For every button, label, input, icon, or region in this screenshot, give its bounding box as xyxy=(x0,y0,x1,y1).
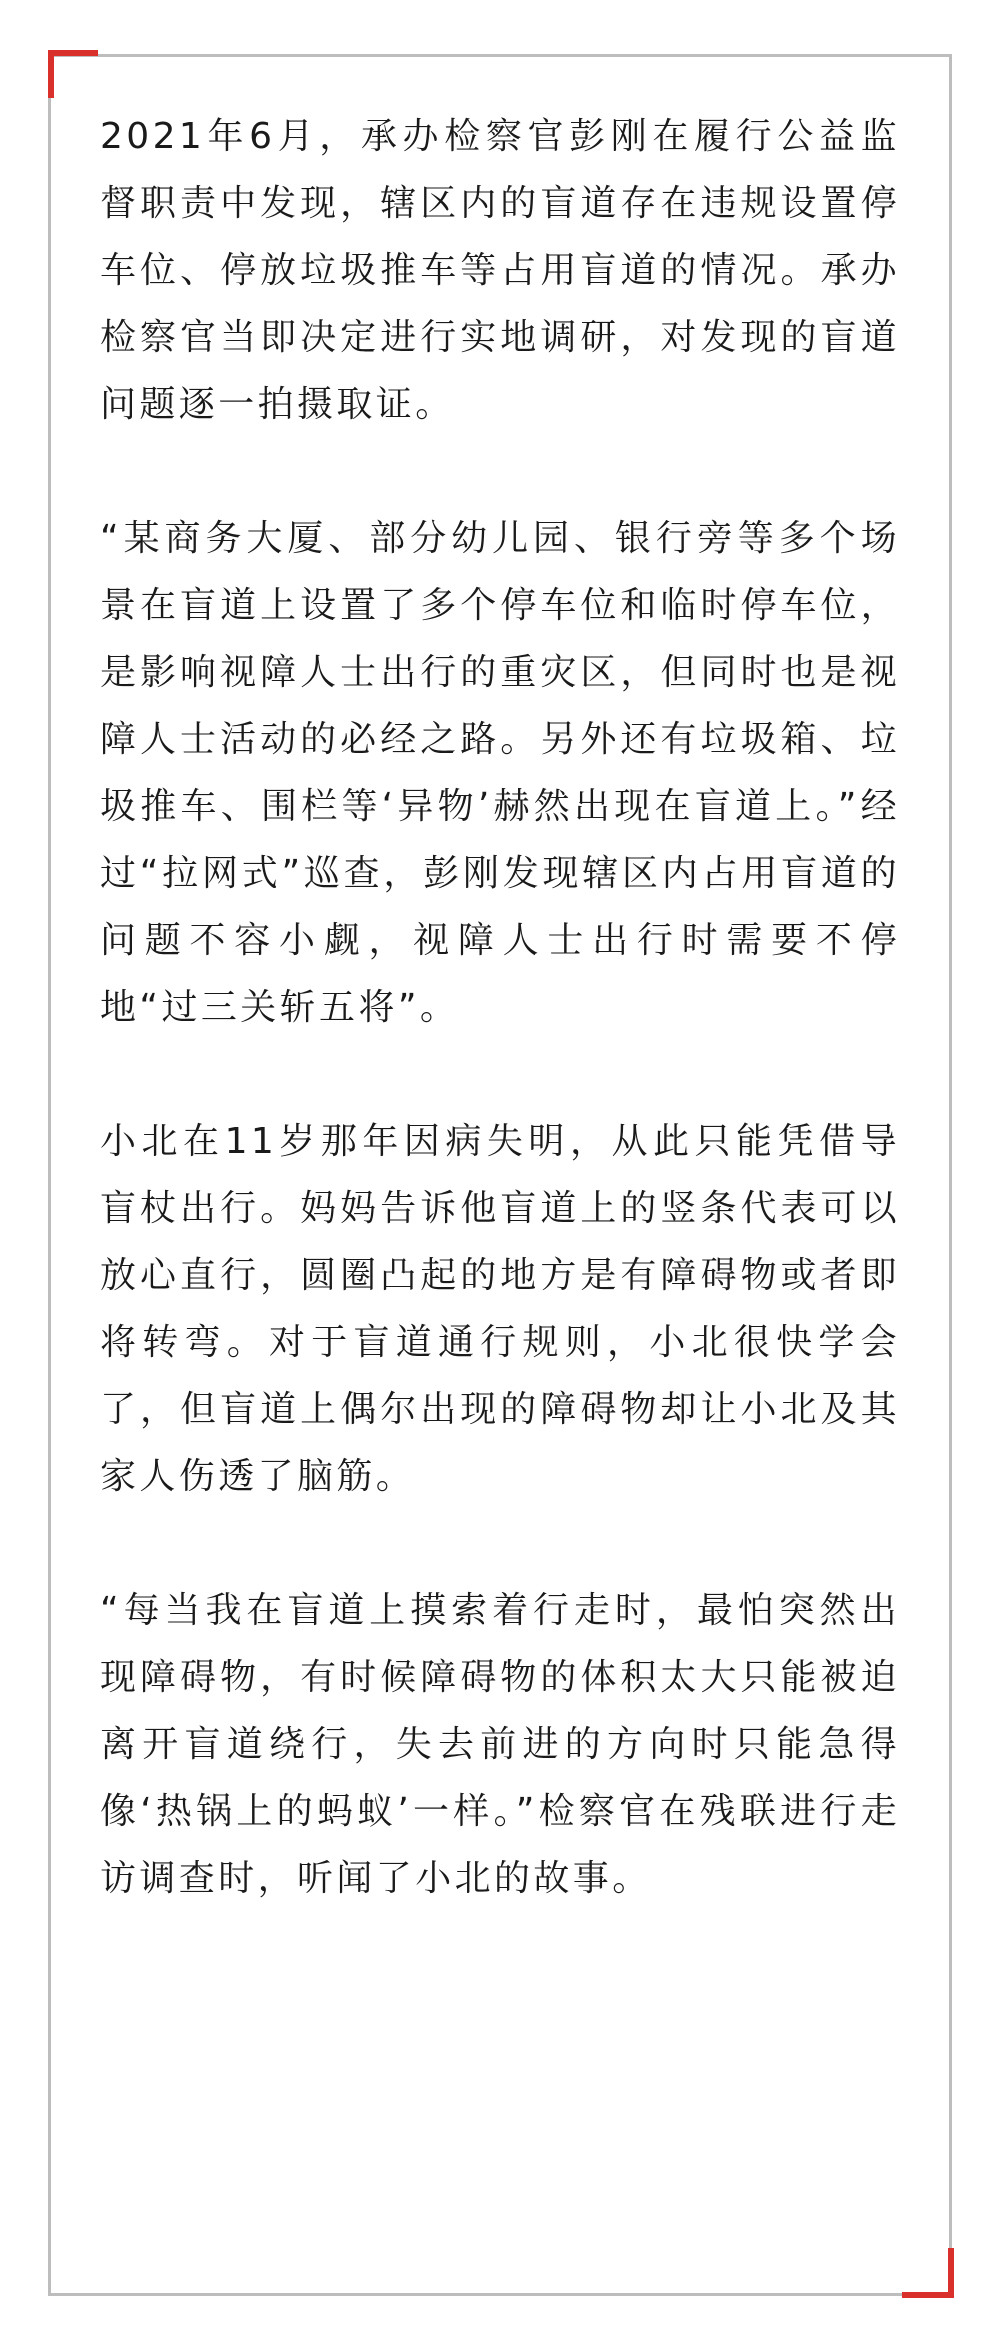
paragraph-1: 2021年6月，承办检察官彭刚在履行公益监督职责中发现，辖区内的盲道存在违规设置停车位、停放垃圾推车等占用盲道的情况。承办检察官当即决定进行实地调研，对发现的盲道问题逐一拍摄取证。 xyxy=(100,116,900,425)
corner-accent-bottom-right xyxy=(902,2292,954,2298)
paragraph-4: “每当我在盲道上摸索着行走时，最怕突然出现障碍物，有时候障碍物的体积太大只能被迫离开盲道绕行，失去前进的方向时只能急得像‘热锅上的蚂蚁’一样。”检察官在残联进行走访调查时，听闻了小北的故事。 xyxy=(100,1590,900,1899)
corner-accent-bottom-right-vertical xyxy=(948,2248,954,2298)
corner-accent-top-left-vertical xyxy=(48,50,54,98)
paragraph-2: “某商务大厦、部分幼儿园、银行旁等多个场景在盲道上设置了多个停车位和临时停车位，是影响视障人士出行的重灾区，但同时也是视障人士活动的必经之路。另外还有垃圾箱、垃圾推车、围栏等‘异物’赫然出现在盲道上。”经过“拉网式”巡查，彭刚发现辖区内占用盲道的问题不容小觑，视障人士出行时需要不停地“过三关斩五将”。 xyxy=(100,518,900,1028)
paragraph-3: 小北在11岁那年因病失明，从此只能凭借导盲杖出行。妈妈告诉他盲道上的竖条代表可以放心直行，圆圈凸起的地方是有障碍物或者即将转弯。对于盲道通行规则，小北很快学会了，但盲道上偶尔出现的障碍物却让小北及其家人伤透了脑筋。 xyxy=(100,1121,900,1497)
corner-accent-top-left xyxy=(48,50,98,56)
article-body xyxy=(100,103,900,1912)
